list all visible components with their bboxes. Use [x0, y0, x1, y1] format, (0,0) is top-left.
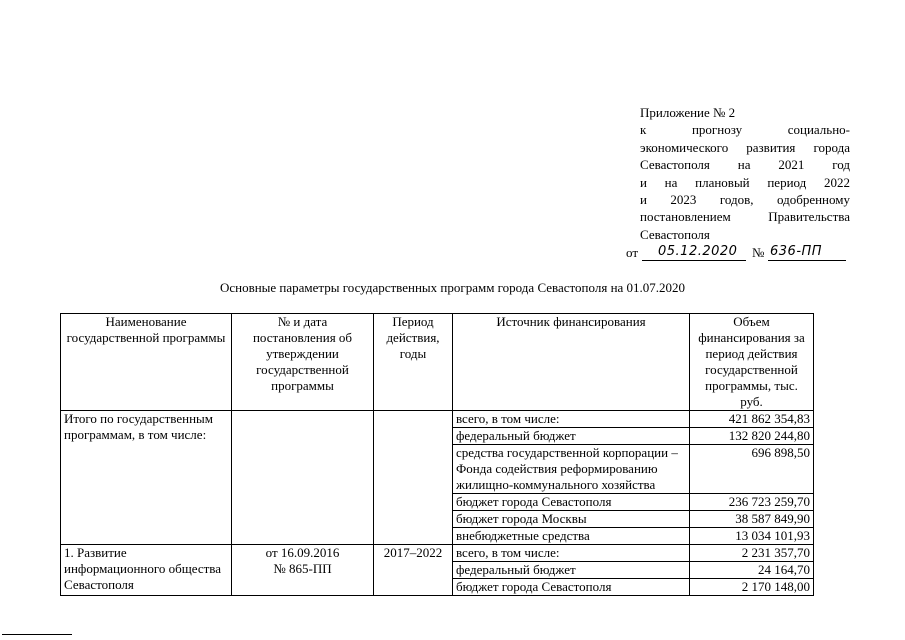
number-underline [768, 260, 846, 261]
amount-cell: 696 898,50 [690, 445, 814, 494]
appendix-line: постановлением Правительства [640, 209, 850, 225]
appendix-line: и на плановый период 2022 [640, 174, 850, 190]
appendix-line: Севастополя на 2021 год [640, 157, 850, 173]
total-name-cell: Итого по государственным программам, в том числе: [61, 411, 232, 545]
source-cell: бюджет города Севастополя [453, 494, 690, 511]
source-cell: бюджет города Севастополя [453, 579, 690, 596]
table-row [61, 411, 814, 428]
from-prefix: от [626, 244, 639, 260]
header-period: Период действия, годы [374, 314, 453, 411]
table-row [61, 545, 814, 562]
footnote-rule [2, 634, 72, 635]
program-period-cell: 2017–2022 [374, 545, 453, 596]
amount-cell: 2 231 357,70 [690, 545, 814, 562]
source-cell: внебюджетные средства [453, 528, 690, 545]
appendix-line: к прогнозу социально- [640, 122, 850, 138]
program-name-cell: 1. Развитие информационного общества Севастополя [61, 545, 232, 596]
appendix-line: и 2023 годов, одобренному [640, 192, 850, 208]
header-program-name: Наименование государственной программы [61, 314, 232, 411]
program-decree-cell [232, 545, 374, 596]
source-cell: федеральный бюджет [453, 562, 690, 579]
amount-cell: 24 164,70 [690, 562, 814, 579]
programs-table [60, 313, 814, 596]
decree-number: № 865-ПП [273, 561, 332, 576]
number-prefix: № [752, 244, 765, 260]
amount-cell: 2 170 148,00 [690, 579, 814, 596]
appendix-line: экономического развития города [640, 139, 850, 155]
source-cell: всего, в том числе: [453, 545, 690, 562]
source-cell: всего, в том числе: [453, 411, 690, 428]
appendix-line: Севастополя [640, 226, 710, 242]
source-cell: федеральный бюджет [453, 428, 690, 445]
appendix-title: Приложение № 2 [640, 105, 736, 120]
amount-cell: 38 587 849,90 [690, 511, 814, 528]
amount-cell: 13 034 101,93 [690, 528, 814, 545]
header-amount: Объем финансирования за период действия государственной программы, тыс. руб. [690, 314, 814, 411]
date-underline [642, 260, 746, 261]
document-title: Основные параметры государственных программ города Севастополя на 01.07.2020 [219, 280, 686, 295]
amount-cell: 132 820 244,80 [690, 428, 814, 445]
header-source: Источник финансирования [453, 314, 690, 411]
header-decree: № и дата постановления об утверждении государственной программы [232, 314, 374, 411]
appendix-block [626, 104, 850, 263]
handwritten-date: 05.12.2020 [658, 243, 738, 259]
source-cell: средства государственной корпорации – Фонда содействия реформированию жилищно-коммунального хозяйства [453, 445, 690, 494]
signature-row [626, 243, 850, 263]
source-cell: бюджет города Москвы [453, 511, 690, 528]
handwritten-number: 636-ПП [770, 243, 823, 259]
total-decree-cell [232, 411, 374, 545]
amount-cell: 236 723 259,70 [690, 494, 814, 511]
amount-cell: 421 862 354,83 [690, 411, 814, 428]
total-period-cell [374, 411, 453, 545]
decree-date: от 16.09.2016 [265, 545, 340, 560]
table-header-row [61, 314, 814, 411]
